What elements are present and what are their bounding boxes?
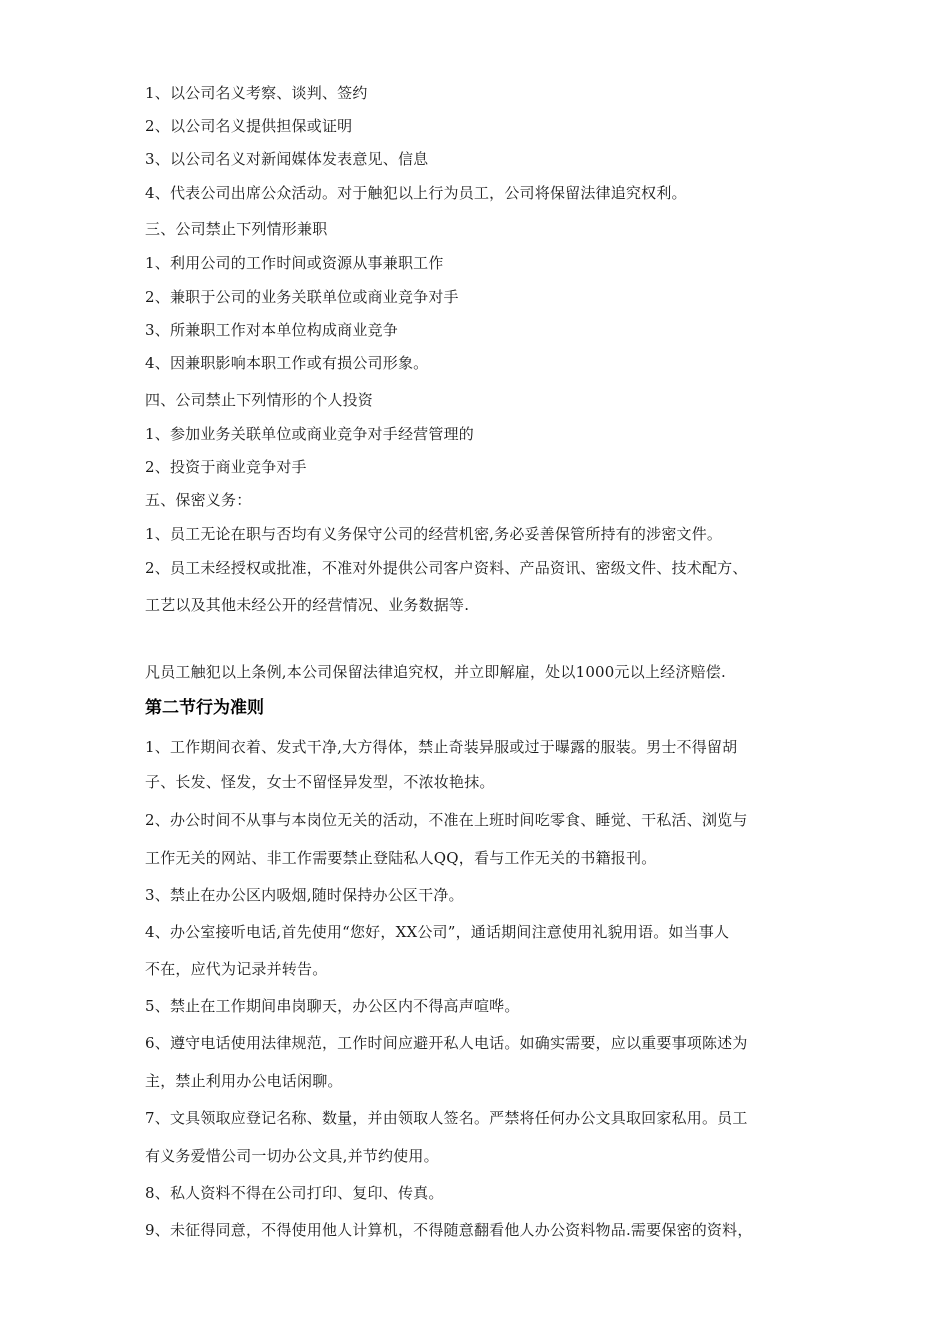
- list-item: 2、以公司名义提供担保或证明: [145, 117, 353, 135]
- list-item: 1、利用公司的工作时间或资源从事兼职工作: [145, 254, 444, 272]
- list-item: 4、代表公司出席公众活动。对于触犯以上行为员工，公司将保留法律追究权利。: [145, 184, 687, 202]
- list-item: 6、遵守电话使用法律规范，工作时间应避开私人电话。如确实需要，应以重要事项陈述为: [145, 1034, 748, 1052]
- list-item: 7、文具领取应登记名称、数量，并由领取人签名。严禁将任何办公文具取回家私用。员工: [145, 1109, 748, 1127]
- list-item: 8、私人资料不得在公司打印、复印、传真。: [145, 1184, 444, 1202]
- list-item: 3、以公司名义对新闻媒体发表意见、信息: [145, 150, 429, 168]
- list-item-continued: 子、长发、怪发，女士不留怪异发型，不浓妆艳抹。: [145, 773, 495, 791]
- list-item: 1、工作期间衣着、发式干净,大方得体，禁止奇装异服或过于曝露的服装。男士不得留胡: [145, 738, 738, 756]
- penalty-statement: 凡员工触犯以上条例,本公司保留法律追究权，并立即解雇，处以1000元以上经济赔偿.: [145, 663, 726, 681]
- list-item: 9、未征得同意，不得使用他人计算机，不得随意翻看他人办公资料物品.需要保密的资料，: [145, 1221, 753, 1239]
- list-item: 1、员工无论在职与否均有义务保守公司的经营机密,务必妥善保管所持有的涉密文件。: [145, 525, 723, 543]
- list-item: 2、办公时间不从事与本岗位无关的活动，不准在上班时间吃零食、睡觉、干私活、浏览与: [145, 811, 748, 829]
- list-item-continued: 工作无关的网站、非工作需要禁止登陆私人QQ，看与工作无关的书籍报刊。: [145, 849, 657, 867]
- list-item: 1、以公司名义考察、谈判、签约: [145, 84, 368, 102]
- list-item-continued: 不在，应代为记录并转告。: [145, 960, 328, 978]
- list-item: 3、所兼职工作对本单位构成商业竞争: [145, 321, 398, 339]
- subsection-title: 四、公司禁止下列情形的个人投资: [145, 391, 374, 409]
- list-item: 4、因兼职影响本职工作或有损公司形象。: [145, 354, 429, 372]
- list-item: 1、参加业务关联单位或商业竞争对手经营管理的: [145, 425, 474, 443]
- list-item: 4、办公室接听电话,首先使用“您好，XX公司”，通话期间注意使用礼貌用语。如当事人: [145, 923, 730, 941]
- section-heading: 第二节行为准则: [145, 698, 264, 718]
- subsection-title: 三、公司禁止下列情形兼职: [145, 220, 328, 238]
- list-item-continued: 工艺以及其他未经公开的经营情况、业务数据等.: [145, 596, 470, 614]
- list-item: 5、禁止在工作期间串岗聊天，办公区内不得高声喧哗。: [145, 997, 520, 1015]
- list-item: 3、禁止在办公区内吸烟,随时保持办公区干净。: [145, 886, 464, 904]
- list-item-continued: 有义务爱惜公司一切办公文具,并节约使用。: [145, 1147, 439, 1165]
- list-item-continued: 主，禁止利用办公电话闲聊。: [145, 1072, 343, 1090]
- list-item: 2、投资于商业竞争对手: [145, 458, 307, 476]
- list-item: 2、员工未经授权或批准，不准对外提供公司客户资料、产品资讯、密级文件、技术配方、: [145, 559, 748, 577]
- list-item: 2、兼职于公司的业务关联单位或商业竞争对手: [145, 288, 459, 306]
- subsection-title: 五、保密义务：: [145, 491, 252, 509]
